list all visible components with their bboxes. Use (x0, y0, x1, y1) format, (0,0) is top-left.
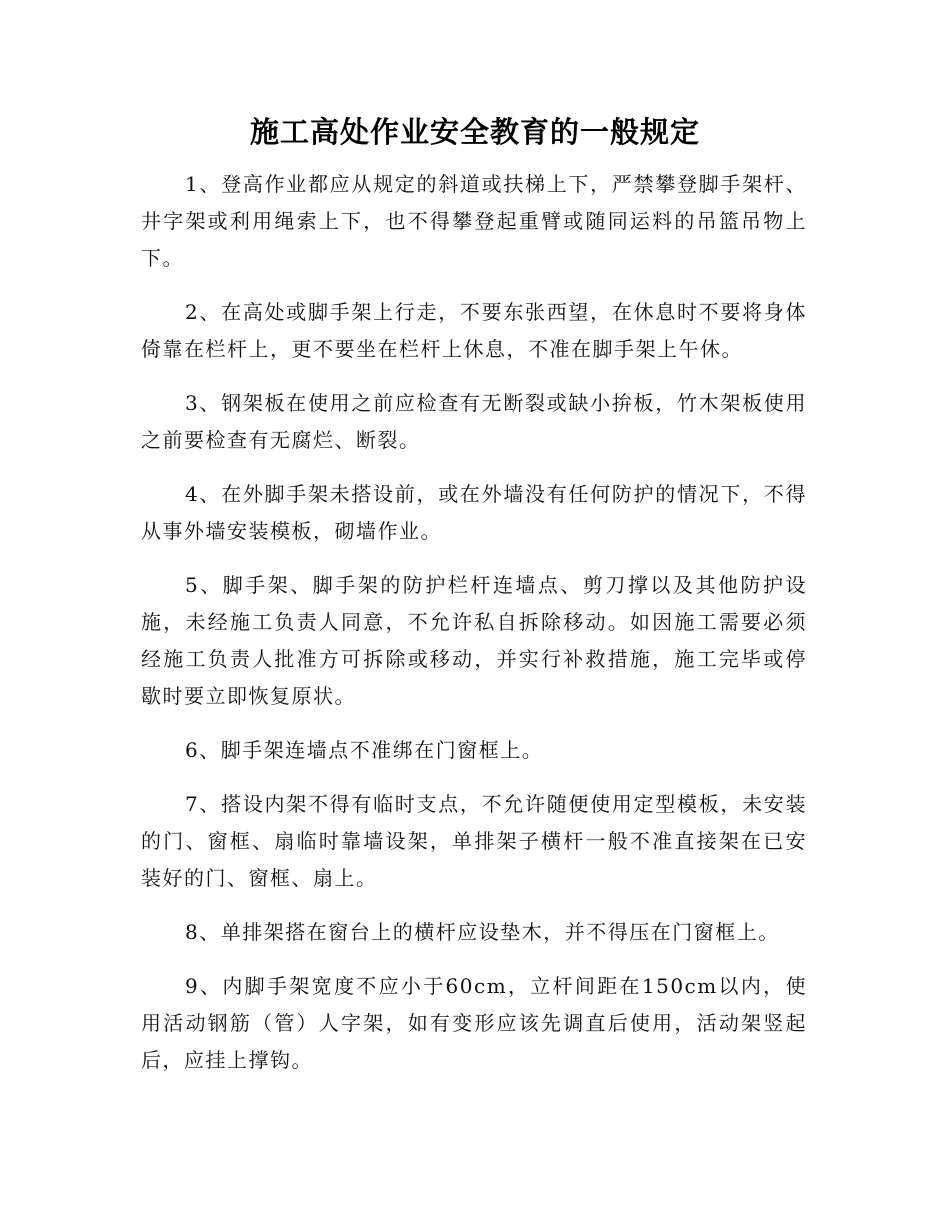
rule-paragraph-5: 5、脚手架、脚手架的防护栏杆连墙点、剪刀撑以及其他防护设施，未经施工负责人同意，不允许私自拆除移动。如因施工需要必须经施工负责人批准方可拆除或移动，并实行补救措施，施工完毕或停歇时要立即恢复原状。 (141, 573, 807, 708)
rule-paragraph-4: 4、在外脚手架未搭设前，或在外墙没有任何防护的情况下，不得从事外墙安装模板，砌墙作业。 (141, 482, 807, 543)
rule-paragraph-1: 1、登高作业都应从规定的斜道或扶梯上下，严禁攀登脚手架杆、井字架或利用绳索上下，也不得攀登起重臂或随同运料的吊篮吊物上下。 (141, 172, 807, 270)
rule-paragraph-6: 6、脚手架连墙点不准绑在门窗框上。 (185, 738, 544, 762)
rule-paragraph-2: 2、在高处或脚手架上行走，不要东张西望，在休息时不要将身体倚靠在栏杆上，更不要坐在栏杆上休息，不准在脚手架上午休。 (141, 300, 807, 361)
document-title: 施工高处作业安全教育的一般规定 (249, 115, 700, 149)
rule-paragraph-8: 8、单排架搭在窗台上的横杆应设垫木，并不得压在门窗框上。 (185, 920, 780, 944)
rule-paragraph-7: 7、搭设内架不得有临时支点，不允许随便使用定型模板，未安装的门、窗框、扇临时靠墙设架，单排架子横杆一般不准直接架在已安装好的门、窗框、扇上。 (141, 792, 807, 890)
document-body (141, 166, 807, 1096)
rule-paragraph-3: 3、钢架板在使用之前应检查有无断裂或缺小拚板，竹木架板使用之前要检查有无腐烂、断裂。 (141, 391, 807, 452)
rule-paragraph-9: 9、内脚手架宽度不应小于60cm，立杆间距在150cm以内，使用活动钢筋（管）人字架，如有变形应该先调直后使用，活动架竖起后，应挂上撑钩。 (141, 974, 807, 1072)
